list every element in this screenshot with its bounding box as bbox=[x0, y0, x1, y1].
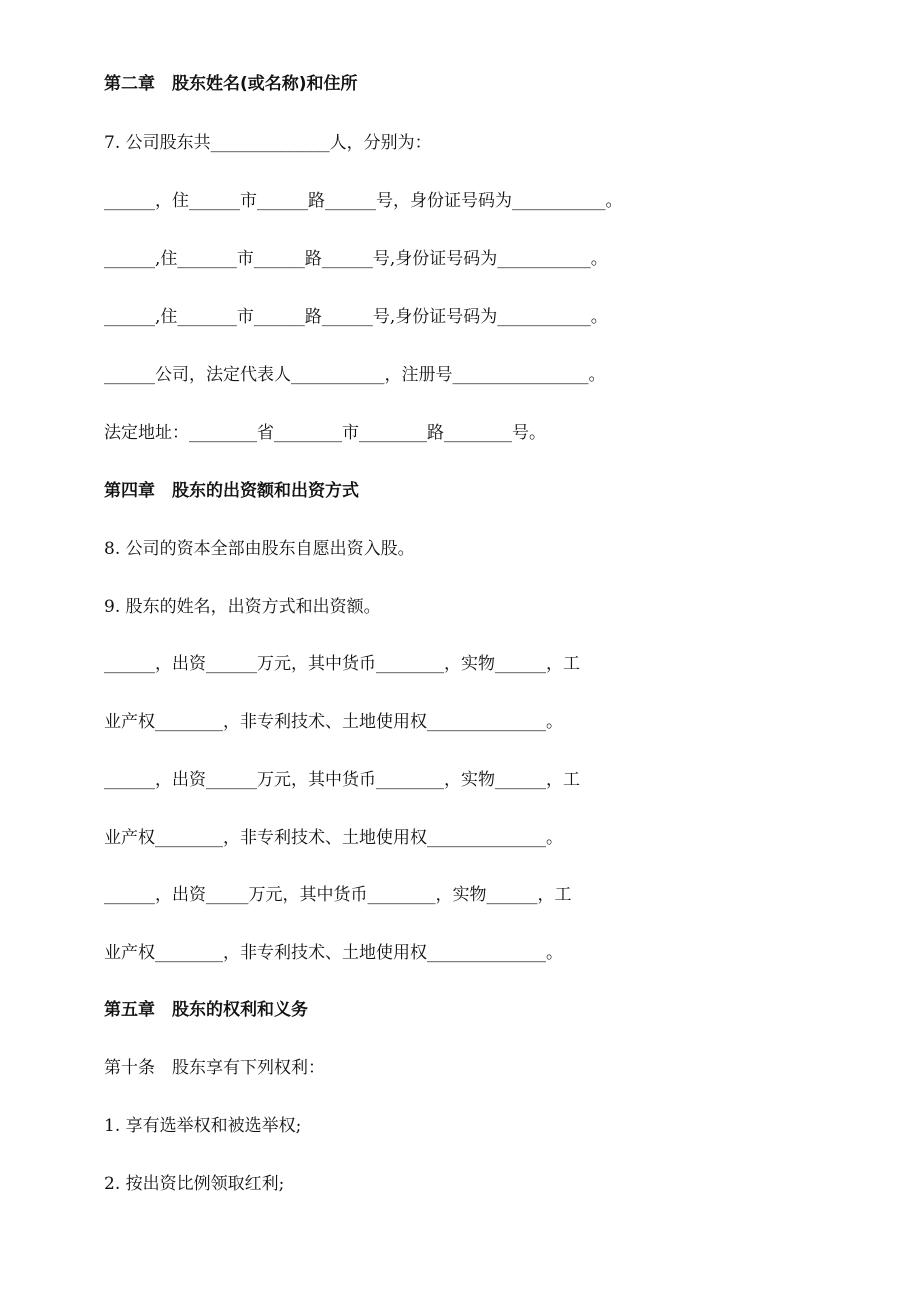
chapter-2-heading: 第二章 股东姓名(或名称)和住所 bbox=[104, 74, 358, 94]
legal-address-line: 法定地址：________省________市________路________号。 bbox=[104, 423, 546, 443]
contribution-1-line-a: ______，出资______万元，其中货币________，实物______，工 bbox=[104, 654, 580, 674]
chapter-5-heading: 第五章 股东的权利和义务 bbox=[104, 1000, 308, 1020]
contribution-1-line-b: 业产权________，非专利技术、土地使用权______________。 bbox=[104, 712, 563, 732]
contribution-2-line-a: ______，出资______万元，其中货币________，实物______，工 bbox=[104, 770, 580, 790]
contribution-2-line-b: 业产权________，非专利技术、土地使用权______________。 bbox=[104, 828, 563, 848]
company-shareholder-line: ______公司，法定代表人___________，注册号________________。 bbox=[104, 365, 606, 385]
right-item-2: 2. 按出资比例领取红利; bbox=[104, 1174, 285, 1194]
contribution-3-line-a: ______，出资_____万元，其中货币________，实物______，工 bbox=[104, 885, 572, 905]
shareholder-line-2: ______,住_______市______路______号,身份证号码为___________。 bbox=[104, 249, 608, 269]
clause-7: 7. 公司股东共______________人，分别为： bbox=[104, 133, 432, 153]
chapter-4-heading: 第四章 股东的出资额和出资方式 bbox=[104, 481, 359, 501]
clause-8: 8. 公司的资本全部由股东自愿出资入股。 bbox=[104, 539, 415, 559]
shareholder-line-1: ______，住______市______路______号，身份证号码为___________。 bbox=[104, 191, 623, 211]
clause-9: 9. 股东的姓名，出资方式和出资额。 bbox=[104, 597, 381, 617]
contribution-3-line-b: 业产权________，非专利技术、土地使用权______________。 bbox=[104, 943, 563, 963]
shareholder-line-3: ______,住_______市______路______号,身份证号码为___________。 bbox=[104, 307, 608, 327]
right-item-1: 1. 享有选举权和被选举权; bbox=[104, 1116, 302, 1136]
article-10: 第十条 股东享有下列权利： bbox=[104, 1058, 325, 1078]
